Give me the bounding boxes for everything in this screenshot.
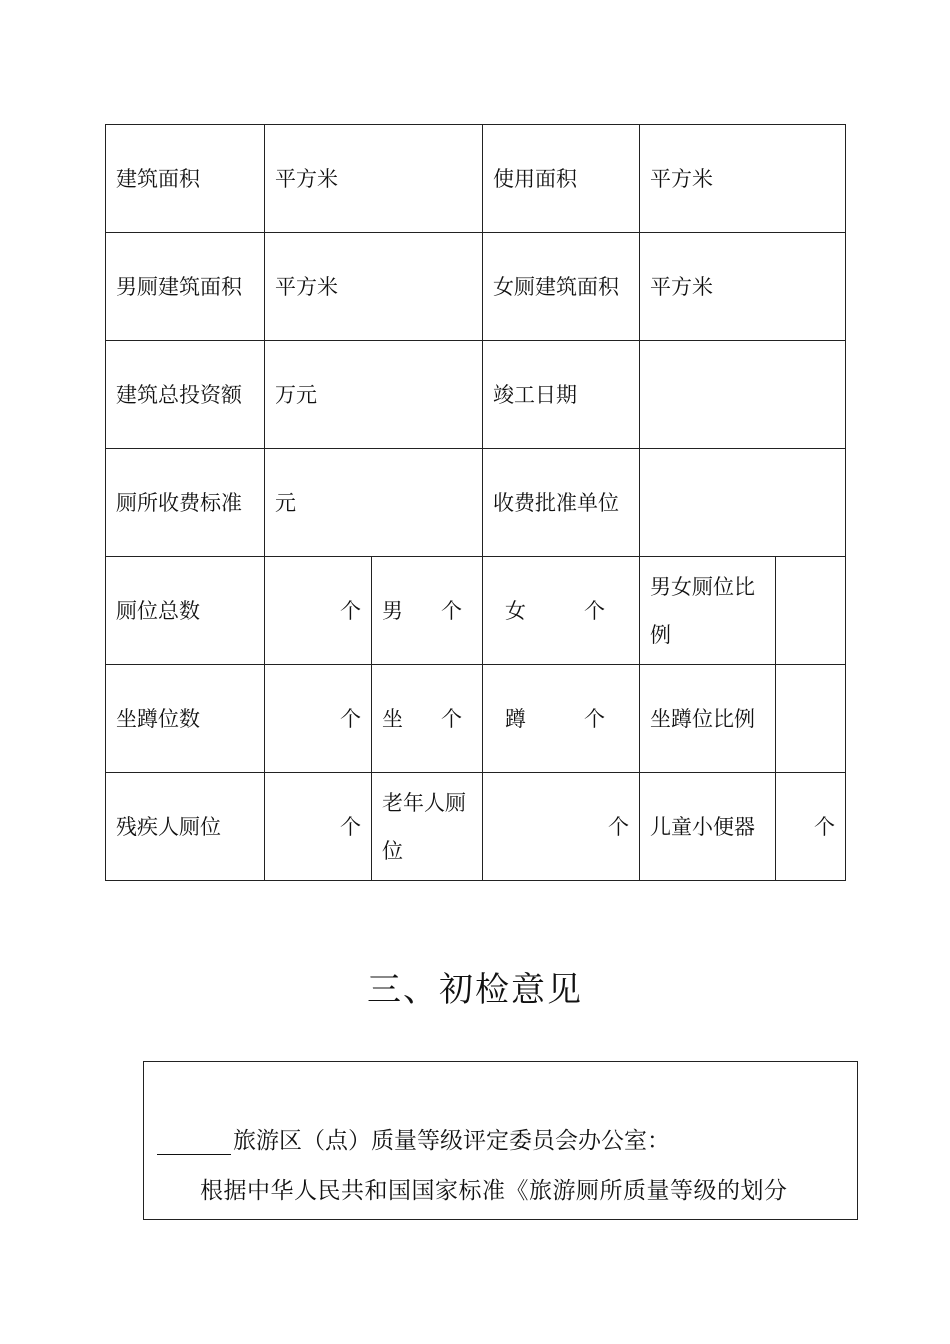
male-unit: 个 — [441, 598, 462, 623]
male-label: 男 — [382, 598, 403, 623]
value-total-investment: 万元 — [265, 341, 483, 449]
value-completion-date — [640, 341, 846, 449]
opinion-addressee: 旅游区（点）质量等级评定委员会办公室： — [233, 1128, 670, 1154]
seat-unit: 个 — [441, 706, 462, 731]
cell-female-stalls — [483, 557, 640, 665]
table-row — [106, 773, 846, 881]
cell-squat — [483, 665, 640, 773]
label-usable-area: 使用面积 — [483, 125, 640, 233]
label-fee-approver: 收费批准单位 — [483, 449, 640, 557]
label-total-stalls: 厕位总数 — [106, 557, 265, 665]
section-title: 三、初检意见 — [367, 970, 583, 1010]
opinion-addressee-line — [157, 1122, 670, 1155]
value-female-area: 平方米 — [640, 233, 846, 341]
label-total-investment: 建筑总投资额 — [106, 341, 265, 449]
label-seat-squat-ratio: 坐蹲位比例 — [640, 665, 776, 773]
seat-label: 坐 — [382, 706, 403, 731]
label-seat-squat-count: 坐蹲位数 — [106, 665, 265, 773]
label-building-area: 建筑面积 — [106, 125, 265, 233]
value-building-area: 平方米 — [265, 125, 483, 233]
value-fee-standard: 元 — [265, 449, 483, 557]
label-disabled-stalls: 残疾人厕位 — [106, 773, 265, 881]
label-fee-standard: 厕所收费标准 — [106, 449, 265, 557]
squat-label: 蹲 — [505, 706, 526, 731]
table-row — [106, 125, 846, 233]
table-row — [106, 341, 846, 449]
label-completion-date: 竣工日期 — [483, 341, 640, 449]
facility-info-table — [105, 124, 846, 881]
table-row — [106, 557, 846, 665]
value-fee-approver — [640, 449, 846, 557]
table-row — [106, 233, 846, 341]
value-gender-ratio — [776, 557, 846, 665]
label-female-area: 女厕建筑面积 — [483, 233, 640, 341]
value-male-area: 平方米 — [265, 233, 483, 341]
table-row — [106, 449, 846, 557]
female-label: 女 — [505, 598, 526, 623]
squat-unit: 个 — [584, 706, 605, 731]
label-gender-ratio: 男女厕位比例 — [640, 557, 776, 665]
value-seat-squat-count: 个 — [265, 665, 372, 773]
value-seat-squat-ratio — [776, 665, 846, 773]
value-disabled-stalls: 个 — [265, 773, 372, 881]
value-total-stalls: 个 — [265, 557, 372, 665]
table-row — [106, 665, 846, 773]
initial-inspection-box — [143, 1061, 858, 1220]
female-unit: 个 — [584, 598, 605, 623]
cell-male-stalls — [372, 557, 483, 665]
opinion-body: 根据中华人民共和国国家标准《旅游厕所质量等级的划分 — [200, 1178, 788, 1204]
value-child-urinals: 个 — [776, 773, 846, 881]
label-male-area: 男厕建筑面积 — [106, 233, 265, 341]
fill-blank — [157, 1132, 231, 1155]
label-elderly-stalls: 老年人厕位 — [372, 773, 483, 881]
cell-seat — [372, 665, 483, 773]
value-elderly-stalls: 个 — [483, 773, 640, 881]
label-child-urinals: 儿童小便器 — [640, 773, 776, 881]
value-usable-area: 平方米 — [640, 125, 846, 233]
